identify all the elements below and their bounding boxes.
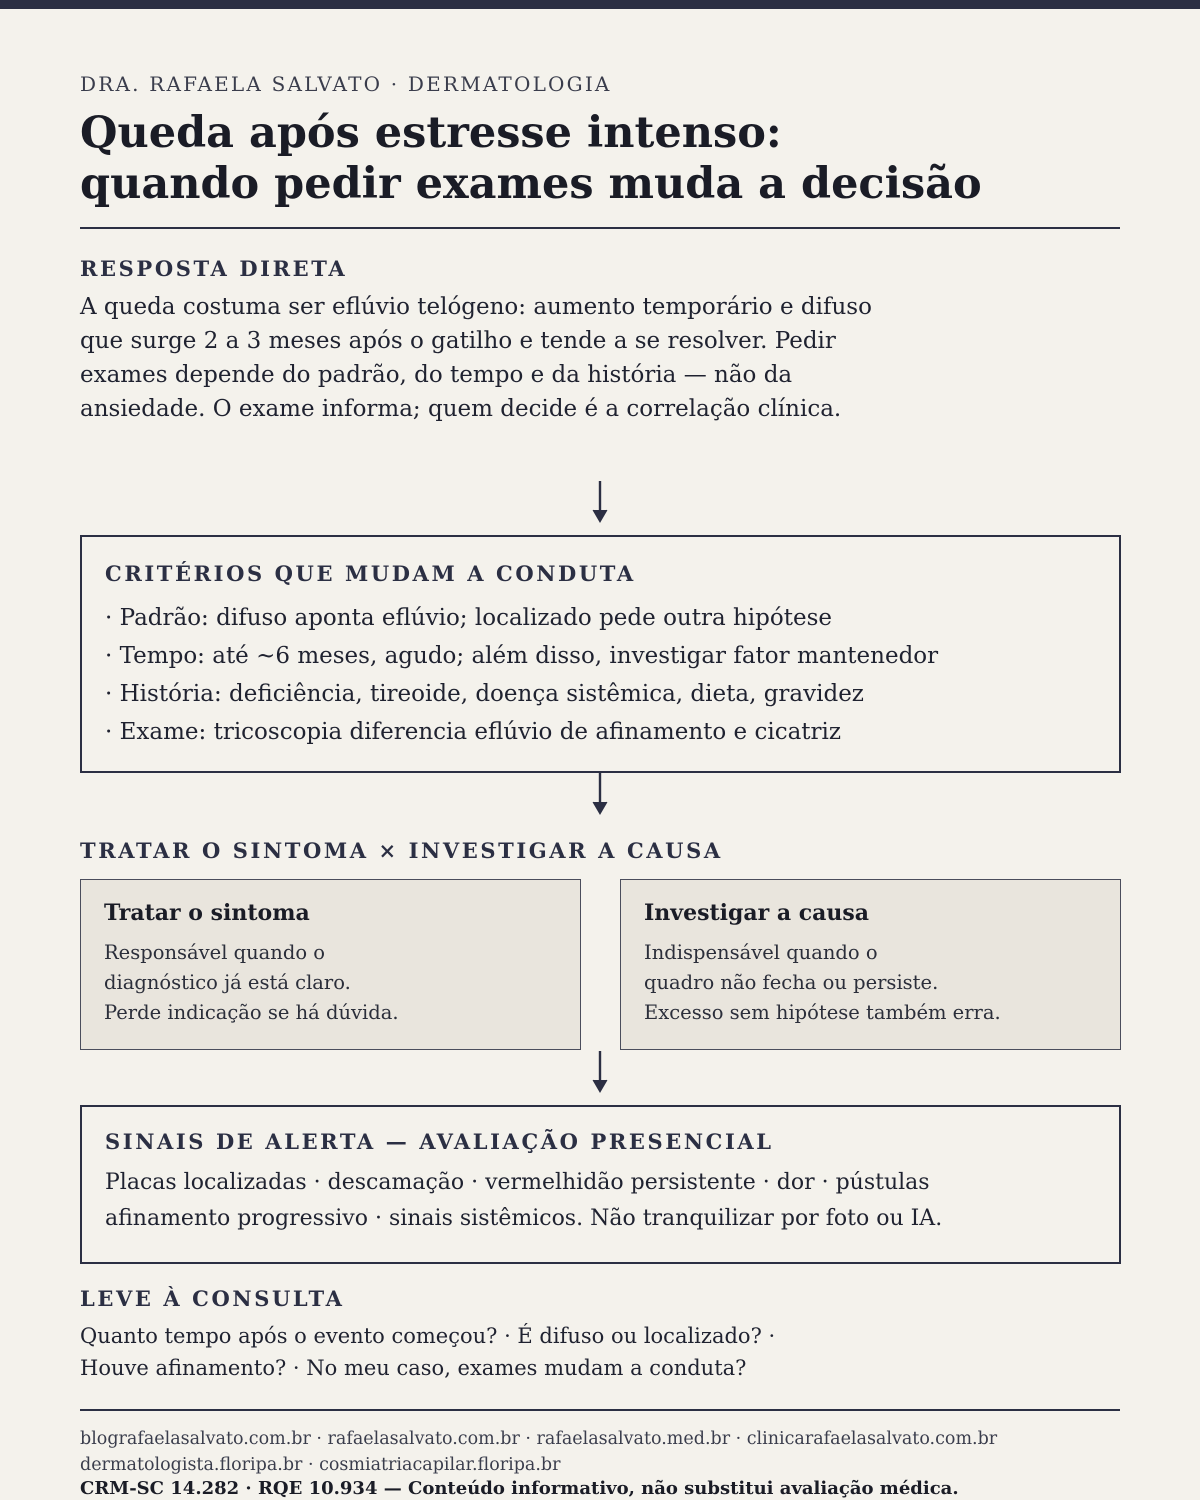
footer-divider: [80, 1409, 1120, 1411]
footer-credential: CRM-SC 14.282 · RQE 10.934 — Conteúdo informativo, não substitui avaliação médica.: [80, 1478, 959, 1499]
top-accent-bar: [0, 0, 1200, 9]
investigate-cause-card: [620, 879, 1121, 1050]
arrow-down-icon: [590, 772, 610, 816]
investigate-cause-body: [644, 938, 1084, 1028]
alert-line: afinamento progressivo · sinais sistêmicos. Não tranquilizar por foto ou IA.: [105, 1206, 943, 1231]
footer-links: [80, 1426, 1120, 1478]
investigate-cause-title: Investigar a causa: [644, 900, 870, 926]
criteria-title: CRITÉRIOS QUE MUDAM A CONDUTA: [105, 561, 636, 586]
answer-text: A queda costuma ser eflúvio telógeno: aumento temporário e difuso que surge 2 a 3 meses após o gatilho e tende a se resolver. Pedir exames depende do padrão, do tempo e da história — não da ansiedade. O exame informa; quem decide é a correlação clínica.: [80, 294, 872, 422]
alert-box: [80, 1105, 1121, 1264]
card-line: quadro não fecha ou persiste.: [644, 971, 939, 994]
criteria-item: · História: deficiência, tireoide, doença sistêmica, dieta, gravidez: [105, 681, 864, 707]
alert-line: Placas localizadas · descamação · vermelhidão persistente · dor · pústulas: [105, 1170, 930, 1195]
treat-symptom-body: [104, 938, 544, 1028]
title-line-1: Queda após estresse intenso:: [80, 108, 782, 158]
card-line: Responsável quando o: [104, 941, 326, 964]
author-kicker: DRA. RAFAELA SALVATO · DERMATOLOGIA: [80, 72, 612, 96]
title-line-2: quando pedir exames muda a decisão: [80, 159, 982, 209]
criteria-list: [105, 599, 938, 751]
arrow-down-icon: [590, 1050, 610, 1094]
footer-links-line: dermatologista.floripa.br · cosmiatriacapilar.floripa.br: [80, 1455, 561, 1475]
arrow-down-icon: [590, 480, 610, 524]
card-line: Indispensável quando o: [644, 941, 878, 964]
criteria-item: · Exame: tricoscopia diferencia eflúvio de afinamento e cicatriz: [105, 719, 842, 745]
consult-questions: [80, 1320, 840, 1384]
consult-line: Houve afinamento? · No meu caso, exames mudam a conduta?: [80, 1356, 747, 1380]
comparison-label: TRATAR O SINTOMA × INVESTIGAR A CAUSA: [80, 838, 723, 863]
criteria-item: · Padrão: difuso aponta eflúvio; localizado pede outra hipótese: [105, 605, 832, 631]
treat-symptom-card: [80, 879, 581, 1050]
title-divider: [80, 227, 1120, 229]
card-line: diagnóstico já está claro.: [104, 971, 351, 994]
answer-label: RESPOSTA DIRETA: [80, 256, 348, 281]
criteria-item: · Tempo: até ~6 meses, agudo; além disso, investigar fator mantenedor: [105, 643, 939, 669]
footer-links-line: blografaelasalvato.com.br · rafaelasalvato.com.br · rafaelasalvato.med.br · clinicarafaelasalvato.com.br: [80, 1429, 998, 1449]
treat-symptom-title: Tratar o sintoma: [104, 900, 310, 926]
card-line: Excesso sem hipótese também erra.: [644, 1001, 1001, 1024]
alert-text: [105, 1165, 1095, 1237]
criteria-box: [80, 535, 1121, 773]
consult-line: Quanto tempo após o evento começou? · É difuso ou localizado? ·: [80, 1324, 776, 1348]
consult-label: LEVE À CONSULTA: [80, 1286, 345, 1311]
alert-title: SINAIS DE ALERTA — AVALIAÇÃO PRESENCIAL: [105, 1129, 774, 1154]
card-line: Perde indicação se há dúvida.: [104, 1001, 399, 1024]
page-title: [80, 108, 1120, 210]
